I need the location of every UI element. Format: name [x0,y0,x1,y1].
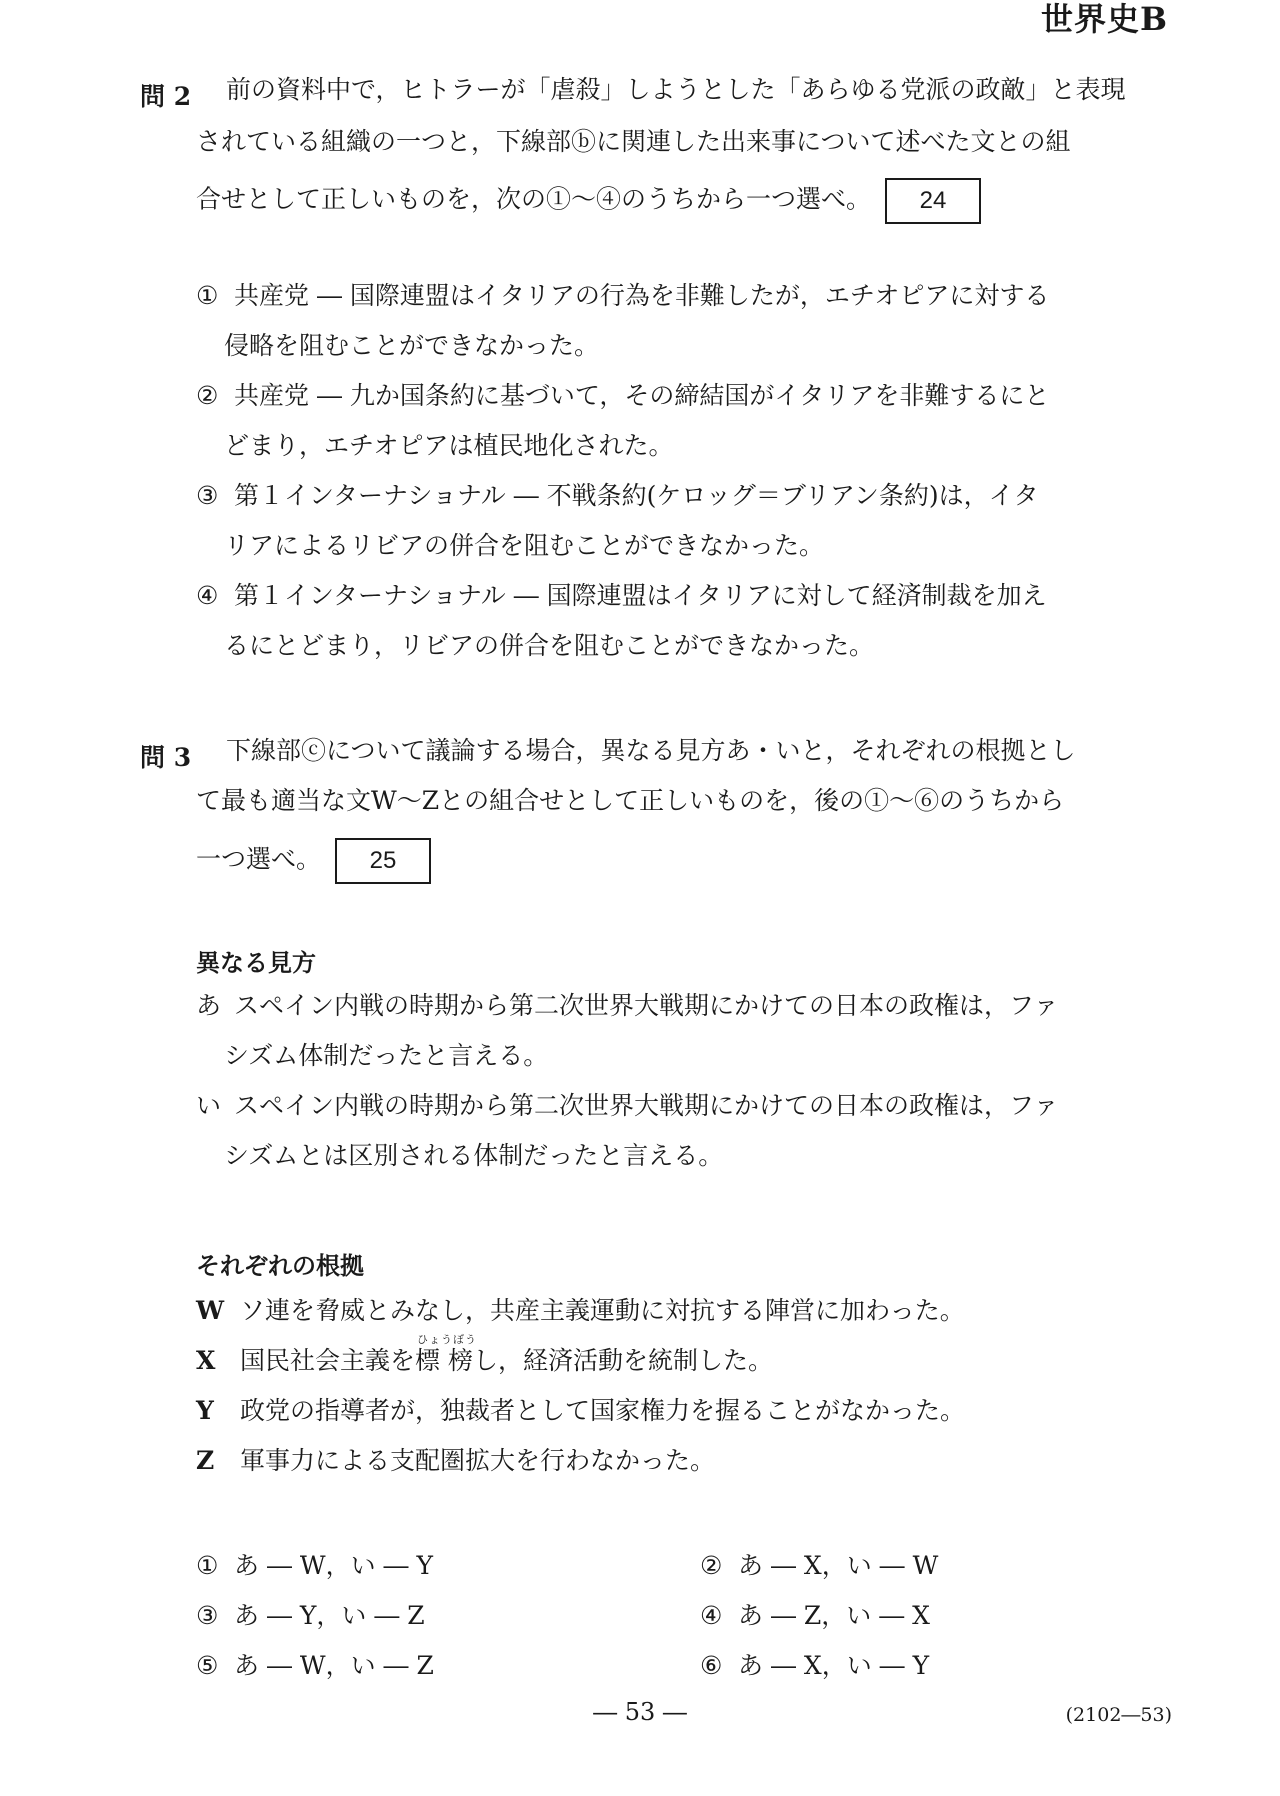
choice-text: あ ― X，い ― Y [738,1651,930,1680]
ground-text: ソ連を脅威とみなし，共産主義運動に対抗する陣営に加わった。 [240,1296,965,1325]
q3-choice-1[interactable] [196,1553,433,1578]
question-3-stem-line-3 [196,838,431,884]
question-2-stem-line-3 [196,178,981,224]
q3-choice-3[interactable] [196,1603,425,1628]
q3-choice-2[interactable] [700,1553,938,1578]
choice-number: ④ [700,1601,723,1630]
page-number: ― 53 ― [593,1698,687,1726]
option-text: 共産党 ― 九か国条約に基づいて，その締結国がイタリアを非難するにと [234,381,1050,410]
q2-option-4[interactable] [196,583,1047,608]
option-number: ② [196,381,219,410]
choice-text: あ ― Z，い ― X [738,1601,930,1630]
q2-option-4-continued: るにとどまり，リビアの併合を阻むことができなかった。 [224,631,875,660]
subject-title: 世界史B [1040,0,1168,38]
question-2-label: 問 2 [140,82,192,111]
views-heading: 異なる見方 [196,948,316,977]
view-a [196,993,1059,1018]
option-number: ③ [196,481,219,510]
q3-choice-6[interactable] [700,1653,929,1678]
choice-text: あ ― W，い ― Z [234,1651,434,1680]
choice-number: ③ [196,1601,219,1630]
q3-choice-5[interactable] [196,1653,434,1678]
q2-option-3[interactable] [196,483,1039,508]
ground-y [196,1398,965,1423]
answer-box-24[interactable]: 24 [885,178,981,224]
ground-text-before: 国民社会主義を [240,1346,416,1375]
ground-letter: Z [196,1446,215,1475]
ground-letter: X [196,1346,216,1375]
ground-letter: W [196,1296,225,1325]
grounds-heading: それぞれの根拠 [196,1251,364,1280]
ground-z [196,1448,715,1473]
q2-option-2[interactable] [196,383,1049,408]
choice-text: あ ― Y，い ― Z [234,1601,425,1630]
option-number: ① [196,281,219,310]
question-2-stem-line-1: 前の資料中で，ヒトラーが「虐殺」しようとした「あらゆる党派の政敵」と表現 [226,75,1126,104]
choice-text: あ ― W，い ― Y [234,1551,433,1580]
ground-text: 軍事力による支配圏拡大を行わなかった。 [240,1446,716,1475]
option-text: 共産党 ― 国際連盟はイタリアの行為を非難したが，エチオピアに対する [234,281,1050,310]
view-text: スペイン内戦の時期から第二次世界大戦期にかけての日本の政権は，ファ [234,991,1059,1020]
page-code: (2102―53) [1065,1704,1172,1726]
option-text: 第１インターナショナル ― 不戦条約(ケロッグ＝ブリアン条約)は，イタ [234,481,1039,510]
ruby-reading: ひょうぼう [417,1333,478,1346]
ground-letter: Y [196,1396,214,1425]
question-3-label: 問 3 [140,743,192,772]
q3-choice-4[interactable] [700,1603,930,1628]
option-text: 第１インターナショナル ― 国際連盟はイタリアに対して経済制裁を加え [234,581,1047,610]
view-i-continued: シズムとは区別される体制だったと言える。 [224,1141,724,1170]
view-mark: い [196,1091,222,1120]
q2-option-1-continued: 侵略を阻むことができなかった。 [224,331,600,360]
view-i [196,1093,1059,1118]
question-2-stem-text: 合せとして正しいものを，次の①～④のうちから一つ選べ。 [196,184,872,214]
option-number: ④ [196,581,219,610]
choice-text: あ ― X，い ― W [738,1551,939,1580]
ground-x [196,1333,773,1375]
question-3-stem-line-1: 下線部ⓒについて議論する場合，異なる見方あ・いと，それぞれの根拠とし [226,736,1076,765]
question-2-stem-line-2: されている組織の一つと，下線部ⓑに関連した出来事について述べた文との組 [196,127,1071,156]
choice-number: ⑥ [700,1651,723,1680]
answer-box-25[interactable]: 25 [335,838,431,884]
ruby-base: 標 榜 [415,1346,473,1375]
ground-text: 政党の指導者が，独裁者として国家権力を握ることがなかった。 [240,1396,966,1425]
q2-option-2-continued: どまり，エチオピアは植民地化された。 [224,431,674,460]
choice-number: ⑤ [196,1651,219,1680]
view-text: スペイン内戦の時期から第二次世界大戦期にかけての日本の政権は，ファ [234,1091,1059,1120]
ground-w [196,1298,965,1323]
choice-number: ① [196,1551,219,1580]
question-3-stem-line-2: て最も適当な文W～Zとの組合せとして正しいものを，後の①～⑥のうちから [196,786,1065,815]
choice-number: ② [700,1551,723,1580]
q2-option-1[interactable] [196,283,1049,308]
view-a-continued: シズム体制だったと言える。 [224,1041,549,1070]
ground-text-after: し，経済活動を統制した。 [472,1346,773,1375]
view-mark: あ [196,991,222,1020]
ruby-word [415,1333,478,1375]
question-3-stem-text: 一つ選べ。 [196,844,322,874]
q2-option-3-continued: リアによるリビアの併合を阻むことができなかった。 [224,531,825,560]
